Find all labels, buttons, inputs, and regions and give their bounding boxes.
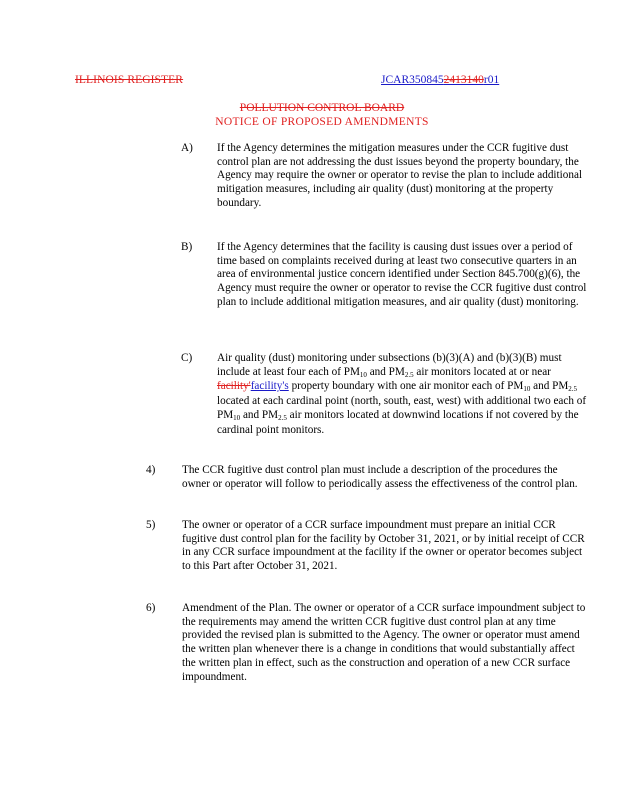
inserted-text: facility's [250, 380, 289, 393]
item-label: 6) [146, 602, 156, 614]
item-label: B) [181, 241, 193, 253]
register-header: ILLINOIS REGISTER [75, 74, 184, 86]
item-label: 4) [146, 464, 156, 476]
item-text: If the Agency determines that the facility is causing dust issues over a period of time based on complaints received during at least two consecutive quarters in an area of environmental justice concern identified under Section 845.700(g)(6), the Agency must require the owner or operator to revise the CCR fugitive dust control plan to include additional mitigation measures, and air quality (dust) monitoring. [217, 241, 587, 308]
item-text: If the Agency determines the mitigation measures under the CCR fugitive dust control plan are not addressing the dust issues beyond the property boundary, the Agency may require the owner or operator to revise the plan to include additional mitigation measures, including air quality (dust) monitoring at the property boundary. [217, 142, 583, 209]
jcar-deleted: 2413140 [443, 74, 484, 86]
notice-title: NOTICE OF PROPOSED AMENDMENTS [215, 116, 429, 128]
item-text: The CCR fugitive dust control plan must include a description of the procedures the owner or operator will follow to periodically assess the effectiveness of the control plan. [182, 464, 578, 490]
jcar-suffix: r01 [483, 74, 500, 86]
item-text: Amendment of the Plan. The owner or operator of a CCR surface impoundment subject to the requirements may amend the written CCR fugitive dust control plan at any time provided the revised plan is submitted to the Agency. The owner or operator must amend the written plan whenever there is a change in conditions that would substantially affect the written plan in effect, such as the construction and operation of a new CCR surface impoundment. [182, 602, 586, 683]
item-label: C) [181, 352, 193, 364]
item-text: The owner or operator of a CCR surface impoundment must prepare an initial CCR fugitive dust control plan for the facility by October 31, 2021, or by initial receipt of CCR in any CCR surface impoundment at the facility if the owner or operator becomes subject to this Part after October 31, 2021. [182, 519, 585, 573]
item-label: A) [181, 142, 193, 154]
item-text: Air quality (dust) monitoring under subsections (b)(3)(A) and (b)(3)(B) must include at least four each of $PM_{10}$ and $PM_{2.5}$ air monitors located at or near facility'facility's property boundary with one air monitor each of $PM_{10}$ and $PM_{2.5}$ located at each cardinal point (north, south, east, west) with additional two each of $PM_{10}$ and $PM_{2.5}$ air monitors located at downwind locations if not covered by the cardinal point monitors. [217, 352, 587, 436]
board-title: POLLUTION CONTROL BOARD [239, 102, 405, 114]
jcar-prefix: JCAR350845 [381, 74, 444, 86]
item-label: 5) [146, 519, 156, 531]
jcar-code [381, 74, 499, 86]
deleted-text: facility' [217, 380, 251, 393]
